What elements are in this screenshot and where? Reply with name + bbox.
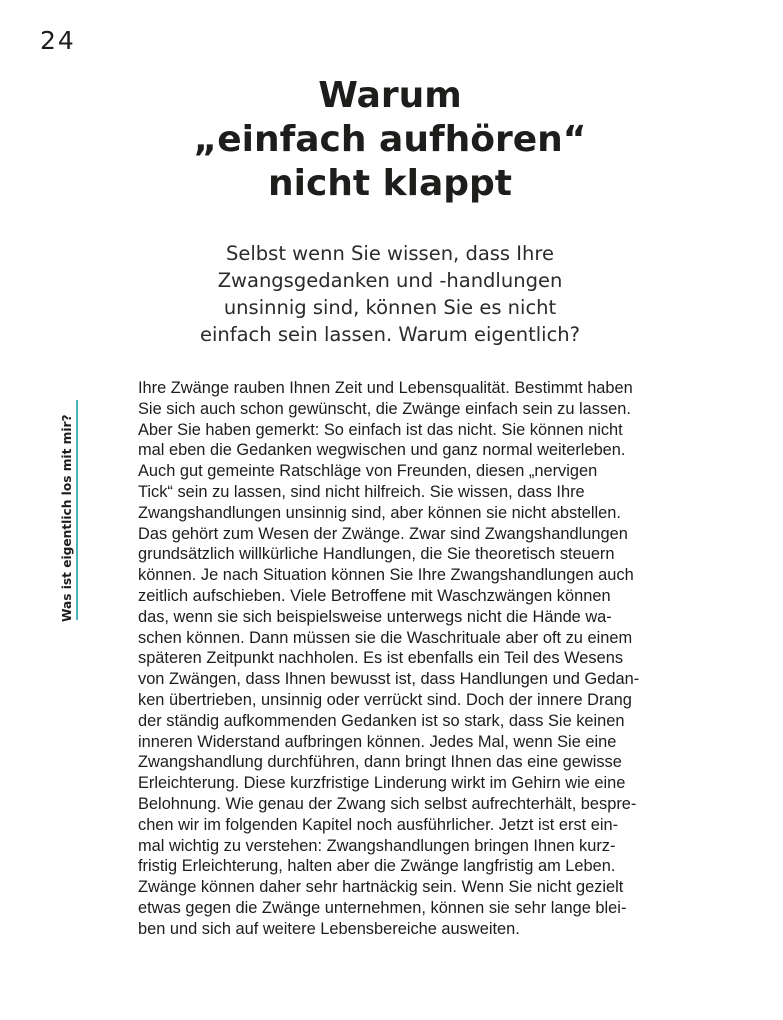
body-line: späteren Zeitpunkt nachholen. Es ist ebenfalls ein Teil des Wesens bbox=[138, 649, 624, 668]
body-line: ben und sich auf weitere Lebensbereiche ausweiten. bbox=[138, 919, 520, 938]
body-line: inneren Widerstand aufbringen können. Jedes Mal, wenn Sie eine bbox=[138, 732, 617, 751]
body-line: Aber Sie haben gemerkt: So einfach ist das nicht. Sie können nicht bbox=[138, 420, 623, 439]
body-line: Zwangshandlung durchführen, dann bringt Ihnen das eine gewisse bbox=[138, 753, 622, 772]
body-line: Zwänge können daher sehr hartnäckig sein. Wenn Sie nicht gezielt bbox=[138, 878, 624, 897]
body-paragraph bbox=[138, 378, 658, 940]
subtitle-line: unsinnig sind, können Sie es nicht bbox=[223, 296, 557, 319]
body-line: zeitlich aufschieben. Viele Betroffene mit Waschzwängen können bbox=[138, 586, 611, 605]
chapter-title bbox=[130, 74, 650, 206]
chapter-title-line: „einfach aufhören“ bbox=[193, 119, 587, 160]
body-line: mal eben die Gedanken wegwischen und ganz normal weiterleben. bbox=[138, 441, 626, 460]
body-line: Erleichterung. Diese kurzfristige Linderung wirkt im Gehirn wie eine bbox=[138, 774, 626, 793]
body-line: ken übertrieben, unsinnig oder verrückt sind. Doch der innere Drang bbox=[138, 690, 632, 709]
body-line: etwas gegen die Zwänge unternehmen, können sie sehr lange blei- bbox=[138, 898, 627, 917]
chapter-title-line: Warum bbox=[318, 75, 462, 116]
body-line: der ständig aufkommenden Gedanken ist so stark, dass Sie keinen bbox=[138, 711, 625, 730]
body-line: Belohnung. Wie genau der Zwang sich selbst aufrechterhält, bespre- bbox=[138, 794, 637, 813]
body-line: Ihre Zwänge rauben Ihnen Zeit und Lebensqualität. Bestimmt haben bbox=[138, 379, 633, 397]
section-side-label-text: Was ist eigentlich los mit mir? bbox=[60, 414, 74, 622]
page-number: 24 bbox=[40, 26, 76, 55]
body-line: das, wenn sie sich beispielsweise unterwegs nicht die Hände wa- bbox=[138, 607, 612, 626]
body-line: grundsätzlich willkürliche Handlungen, die Sie theoretisch steuern bbox=[138, 545, 615, 564]
body-line: Auch gut gemeinte Ratschläge von Freunden, diesen „nervigen bbox=[138, 462, 598, 481]
subtitle-line: einfach sein lassen. Warum eigentlich? bbox=[199, 323, 581, 346]
body-line: von Zwängen, dass Ihnen bewusst ist, dass Handlungen und Gedan- bbox=[138, 670, 640, 689]
subtitle-line: Selbst wenn Sie wissen, dass Ihre bbox=[225, 242, 554, 265]
body-line: können. Je nach Situation können Sie Ihre Zwangshandlungen auch bbox=[138, 566, 634, 585]
body-line: fristig Erleichterung, halten aber die Zwänge langfristig am Leben. bbox=[138, 857, 616, 876]
chapter-subtitle bbox=[160, 240, 620, 348]
body-line: mal wichtig zu verstehen: Zwangshandlungen bringen Ihnen kurz- bbox=[138, 836, 616, 855]
section-accent-rule bbox=[76, 400, 78, 620]
body-line: Sie sich auch schon gewünscht, die Zwänge einfach sein zu lassen. bbox=[138, 399, 631, 418]
body-line: Tick“ sein zu lassen, sind nicht hilfreich. Sie wissen, dass Ihre bbox=[138, 482, 585, 501]
body-line: chen wir im folgenden Kapitel noch ausführlicher. Jetzt ist erst ein- bbox=[138, 815, 619, 834]
body-line: schen können. Dann müssen sie die Waschrituale aber oft zu einem bbox=[138, 628, 633, 647]
body-line: Zwangshandlungen unsinnig sind, aber können sie nicht abstellen. bbox=[138, 503, 621, 522]
subtitle-line: Zwangsgedanken und -handlungen bbox=[217, 269, 563, 292]
chapter-title-line: nicht klappt bbox=[267, 163, 512, 204]
body-line: Das gehört zum Wesen der Zwänge. Zwar sind Zwangshandlungen bbox=[138, 524, 628, 543]
